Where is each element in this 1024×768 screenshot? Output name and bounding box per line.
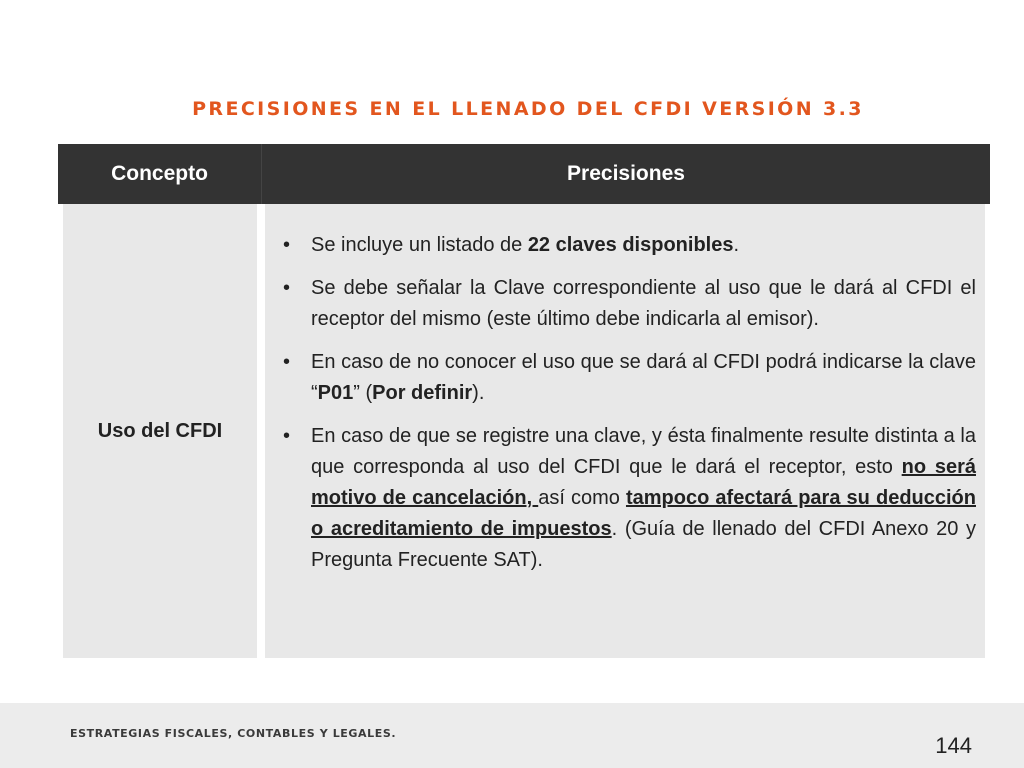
bullet-text-segment: Se debe señalar la Clave correspondiente al uso que le dará al CFDI el receptor del mismo (este último debe indicarla al emisor). [311,277,976,330]
concepto-cell: Uso del CFDI [63,204,257,658]
bullet-text-segment: así como [538,487,626,509]
footer-text: ESTRATEGIAS FISCALES, CONTABLES Y LEGALES. [70,727,397,740]
header-precisiones: Precisiones [567,162,685,185]
bullet-text-segment: En caso de no conocer el uso que se dará al CFDI podrá indicarse la clave “ [311,351,976,404]
bullet-text-segment: Por definir [372,382,473,404]
bullet-text-segment: ). [472,382,485,404]
bullet-text-segment: Se incluye un listado de [311,234,528,256]
precisiones-table [58,144,990,658]
header-concepto: Concepto [58,144,262,204]
table-header [58,144,990,204]
bullet-text-segment: . (Guía de llenado del CFDI Anexo 20 y Pregunta Frecuente SAT). [311,518,976,571]
precisiones-cell [265,204,985,658]
page-number: 144 [935,733,972,758]
bullet-text-segment: P01 [317,382,354,404]
bullet-text-segment: En caso de que se registre una clave, y ésta finalmente resulte distinta a la que corresponda al uso del CFDI que le dará el receptor, esto [311,425,976,478]
table-row [58,204,990,658]
list-item [280,347,976,409]
precisiones-list [280,230,976,576]
slide-title: PRECISIONES EN EL LLENADO DEL CFDI VERSIÓN 3.3 [192,98,864,120]
bullet-text-segment: tampoco afectará para su deducción o acreditamiento de impuestos [311,487,976,540]
bullet-text-segment: ” ( [353,382,373,404]
bullet-text-segment: no será motivo de cancelación, [311,456,976,509]
bullet-text-segment: . [733,234,740,256]
bullet-text-segment: 22 claves disponibles [527,234,734,256]
footer [0,703,1024,768]
list-item [280,273,976,335]
list-item [280,421,976,576]
list-item [280,230,976,261]
